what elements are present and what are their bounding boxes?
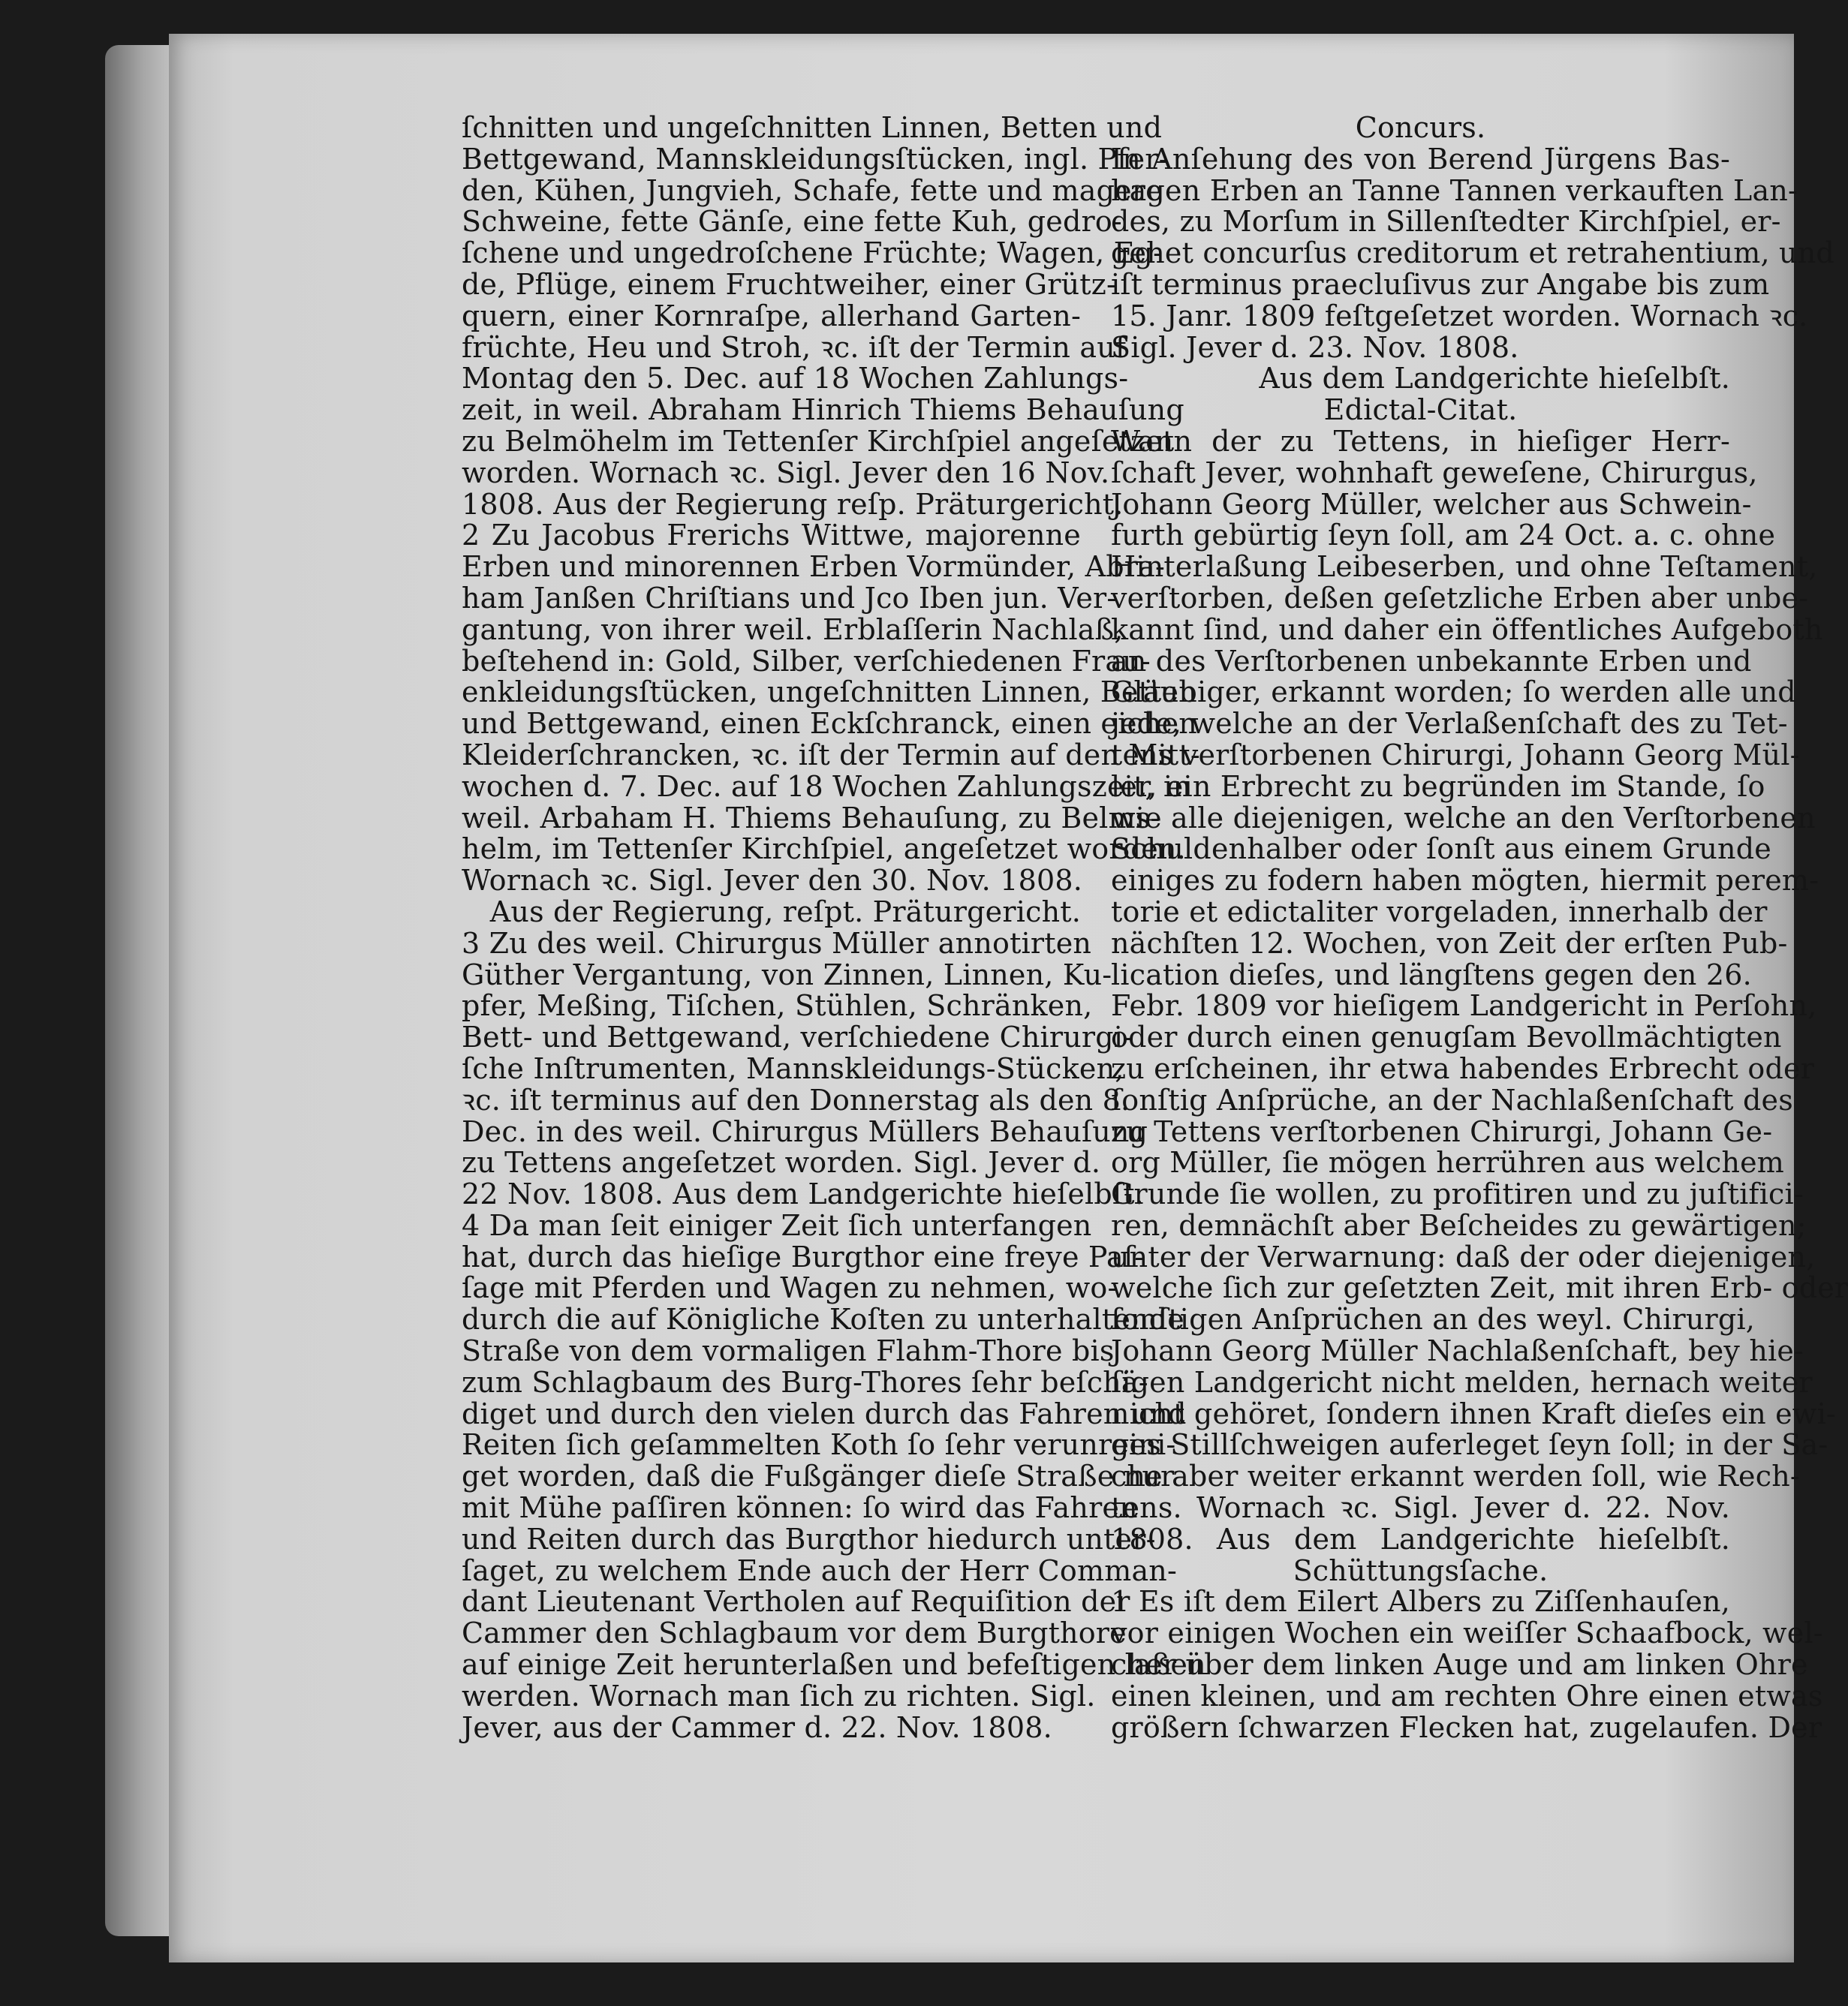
- text-line: an des Verſtorbenen unbekannte Erben und: [1111, 644, 1752, 678]
- text-line: welche ſich zur geſetzten Zeit, mit ihren Erb- oder: [1111, 1271, 1848, 1305]
- text-line: org Müller, ſie mögen herrühren aus welchem: [1111, 1146, 1785, 1180]
- text-line: Dec. in des weil. Chirurgus Müllers Behauſung: [462, 1114, 1148, 1148]
- text-line: Cammer den Schlagbaum vor dem Burgthore: [462, 1617, 1127, 1650]
- text-line: ges Stillſchweigen auferleget ſeyn ſoll; in der Sa-: [1111, 1428, 1828, 1462]
- text-line: Schüttungsſache.: [1293, 1553, 1549, 1587]
- text-line: Straße von dem vormaligen Flahm-Thore bis: [462, 1334, 1115, 1368]
- text-line: 4 Da man ſeit einiger Zeit ſich unterfangen: [462, 1208, 1092, 1242]
- text-line: beſtehend in: Gold, Silber, verſchiedenen Frau-: [462, 644, 1151, 678]
- text-line: che aber weiter erkannt werden ſoll, wie Rech-: [1111, 1460, 1800, 1493]
- text-line: nicht gehöret, ſondern ihnen Kraft dieſes ein ewi-: [1111, 1397, 1836, 1430]
- text-line: und Reiten durch das Burgthor hiedurch unter-: [462, 1522, 1156, 1556]
- text-line: einiges zu fodern haben mögten, hiermit perem-: [1111, 864, 1819, 898]
- text-line: Wornach ꝛc. Sigl. Jever den 30. Nov. 1808.: [462, 864, 1082, 898]
- text-line: Bett- und Bettgewand, verſchiedene Chirurgi-: [462, 1021, 1133, 1054]
- text-line: ſonſtigen Anſprüchen an des weyl. Chirurgi,: [1111, 1303, 1756, 1337]
- text-line: ſchnitten und ungeſchnitten Linnen, Betten und: [462, 111, 1163, 144]
- text-line: 1 Es iſt dem Eilert Albers zu Ziſſenhauſen,: [1111, 1585, 1730, 1619]
- text-line: ſche Inſtrumenten, Mannskleidungs-Stücken,: [462, 1051, 1124, 1085]
- text-line: Aus der Regierung, reſpt. Präturgericht.: [489, 895, 1081, 928]
- text-line: wochen d. 7. Dec. auf 18 Wochen Zahlungszeit, in: [462, 769, 1192, 803]
- text-line: mit Mühe paſſiren können: ſo wird das Fahren: [462, 1491, 1138, 1525]
- text-line: durch die auf Königliche Koſten zu unterhaltende: [462, 1303, 1184, 1337]
- text-line: lication dieſes, und längſtens gegen den 26.: [1111, 958, 1752, 991]
- text-line: 3 Zu des weil. Chirurgus Müller annotirten: [462, 926, 1092, 960]
- text-line: diget und durch den vielen durch das Fahren und: [462, 1397, 1187, 1430]
- text-line: gehet concurſus creditorum et retrahentium, und: [1111, 236, 1834, 270]
- text-line: zeit, in weil. Abraham Hinrich Thiems Behauſung: [462, 393, 1184, 427]
- text-line: weil. Arbaham H. Thiems Behauſung, zu Belms-: [462, 801, 1160, 835]
- text-line: des, zu Morſum in Sillenſtedter Kirchſpiel, er-: [1111, 205, 1781, 239]
- text-line: ler, ein Erbrecht zu begründen im Stande, ſo: [1111, 769, 1765, 803]
- text-line: zu Tettens verſtorbenen Chirurgi, Johann Ge-: [1111, 1114, 1773, 1148]
- text-line: iſt terminus praecluſivus zur Angabe bis zum: [1111, 267, 1770, 301]
- text-line: worden. Wornach ꝛc. Sigl. Jever den 16 Nov.: [462, 456, 1110, 489]
- text-line: Kleiderſchrancken, ꝛc. iſt der Termin auf den Mitt-: [462, 738, 1200, 771]
- text-line: de, Pflüge, einem Fruchtweiher, einer Grütz-: [462, 267, 1117, 301]
- text-line: oder durch einen genugſam Bevollmächtigten: [1111, 1021, 1782, 1054]
- text-line: enkleidungsſtücken, ungeſchnitten Linnen, Betten: [462, 675, 1197, 709]
- text-line: Johann Georg Müller Nachlaßenſchaft, bey hie-: [1111, 1334, 1804, 1368]
- text-line: get worden, daß die Fußgänger dieſe Straße nur: [462, 1460, 1175, 1493]
- text-line: Jever, aus der Cammer d. 22. Nov. 1808.: [462, 1710, 1052, 1744]
- text-line: den, Kühen, Jungvieh, Schafe, fette und magere: [462, 173, 1163, 207]
- text-line: dant Lieutenant Vertholen auf Requiſition der: [462, 1585, 1130, 1619]
- text-line: quern, einer Kornraſpe, allerhand Garten-: [462, 299, 1081, 332]
- text-line: Febr. 1809 vor hieſigem Landgericht in Perſohn,: [1111, 989, 1817, 1023]
- text-line: 1808. Aus der Regierung reſp. Präturgericht.: [462, 487, 1124, 521]
- text-line: In Anſehung des von Berend Jürgens Bas-: [1111, 142, 1730, 176]
- text-line: zu erſcheinen, ihr etwa habendes Erbrecht oder: [1111, 1051, 1815, 1085]
- text-line: ſchene und ungedroſchene Früchte; Wagen, Eg-: [462, 236, 1163, 270]
- text-line: verſtorben, deßen geſetzliche Erben aber unbe-: [1111, 581, 1809, 615]
- text-line: früchte, Heu und Stroh, ꝛc. iſt der Termin auf: [462, 330, 1127, 364]
- text-line: Erben und minorennen Erben Vormünder, Abra-: [462, 550, 1166, 584]
- text-line: tens verſtorbenen Chirurgi, Johann Georg Mül-: [1111, 738, 1800, 771]
- text-line: werden. Wornach man ſich zu richten. Sigl.: [462, 1679, 1096, 1713]
- text-line: gantung, von ihrer weil. Erblaſſerin Nachlaß,: [462, 612, 1124, 646]
- text-line: kannt ſind, und daher ein öffentliches Aufgeboth: [1111, 612, 1823, 646]
- text-line: wie alle diejenigen, welche an den Verſtorbenen: [1111, 801, 1816, 835]
- text-line: größern ſchwarzen Flecken hat, zugelaufen. Der: [1111, 1710, 1822, 1744]
- text-line: und Bettgewand, einen Eckſchranck, einen eichen: [462, 707, 1197, 741]
- text-line: zu Tettens angeſetzet worden. Sigl. Jever d.: [462, 1146, 1101, 1180]
- text-line: ham Janßen Chriſtians und Jco Iben jun. Ver-: [462, 581, 1117, 615]
- text-line: ꝛc. iſt terminus auf den Donnerstag als den 8.: [462, 1083, 1130, 1117]
- text-line: 15. Janr. 1809 feſtgeſetzet worden. Wornach ꝛc.: [1111, 299, 1808, 332]
- text-line: Aus dem Landgerichte hieſelbſt.: [1259, 362, 1730, 395]
- text-line: Wann der zu Tettens, in hieſiger Herr-: [1111, 424, 1730, 458]
- text-line: zu Belmöhelm im Tettenſer Kirchſpiel angeſetzet: [462, 424, 1175, 458]
- text-line: pfer, Meßing, Tiſchen, Stühlen, Schränken,: [462, 989, 1093, 1023]
- text-line: ſonſtig Anſprüche, an der Nachlaßenſchaft des: [1111, 1083, 1793, 1117]
- text-line: 1808. Aus dem Landgerichte hieſelbſt.: [1111, 1522, 1730, 1556]
- text-line: auf einige Zeit herunterlaßen und befeſtigen laßen: [462, 1648, 1206, 1682]
- text-line: Schweine, fette Gänſe, eine fette Kuh, gedro-: [462, 205, 1122, 239]
- text-line: helm, im Tettenſer Kirchſpiel, angeſetzet worden.: [462, 832, 1186, 866]
- right-text-column: [1111, 111, 1848, 1744]
- text-line: Bettgewand, Mannskleidungsſtücken, ingl. Pfer-: [462, 142, 1169, 176]
- text-line: nächſten 12. Wochen, von Zeit der erſten Pub-: [1111, 926, 1788, 960]
- text-line: vor einigen Wochen ein weiſſer Schaafbock, wel-: [1111, 1617, 1823, 1650]
- text-line: torie et edictaliter vorgeladen, innerhalb der: [1111, 895, 1768, 928]
- text-line: Concurs.: [1355, 111, 1486, 144]
- text-line: Johann Georg Müller, welcher aus Schwein-: [1111, 487, 1752, 521]
- text-line: Edictal-Citat.: [1323, 393, 1518, 427]
- text-line: tens. Wornach ꝛc. Sigl. Jever d. 22. Nov.: [1111, 1491, 1730, 1525]
- text-line: zum Schlagbaum des Burg-Thores ſehr beſchä-: [462, 1365, 1148, 1399]
- text-line: cher über dem linken Auge und am linken Ohre: [1111, 1648, 1808, 1682]
- text-line: hat, durch das hieſige Burgthor eine freye Paſ-: [462, 1240, 1145, 1274]
- text-line: jede, welche an der Verlaßenſchaft des zu Tet-: [1111, 707, 1788, 741]
- text-line: Gläubiger, erkannt worden; ſo werden alle und: [1111, 675, 1796, 709]
- text-line: ſaget, zu welchem Ende auch der Herr Comman-: [462, 1553, 1178, 1587]
- text-line: unter der Verwarnung: daß der oder diejenigen,: [1111, 1240, 1816, 1274]
- text-line: 22 Nov. 1808. Aus dem Landgerichte hieſelbſt.: [462, 1177, 1144, 1211]
- left-text-column: [462, 111, 1206, 1744]
- text-line: furth gebürtig ſeyn ſoll, am 24 Oct. a. c. ohne: [1111, 519, 1776, 552]
- text-line: Güther Vergantung, von Zinnen, Linnen, Ku-: [462, 958, 1112, 991]
- text-line: ſchaft Jever, wohnhaft geweſene, Chirurgus,: [1111, 456, 1758, 489]
- text-line: 2 Zu Jacobus Frerichs Wittwe, majorenne: [462, 519, 1081, 552]
- text-line: Montag den 5. Dec. auf 18 Wochen Zahlungs-: [462, 362, 1129, 395]
- text-line: ren, demnächſt aber Beſcheides zu gewärtigen;: [1111, 1208, 1807, 1242]
- text-line: Hinterlaßung Leibeserben, und ohne Teſtament,: [1111, 550, 1818, 584]
- text-line: Sigl. Jever d. 23. Nov. 1808.: [1111, 330, 1519, 364]
- text-line: ſage mit Pferden und Wagen zu nehmen, wo-: [462, 1271, 1118, 1305]
- text-line: ſigen Landgericht nicht melden, hernach weiter: [1111, 1365, 1813, 1399]
- text-line: Reiten ſich geſammelten Koth ſo ſehr verunreini-: [462, 1428, 1176, 1462]
- text-line: einen kleinen, und am rechten Ohre einen etwas: [1111, 1679, 1823, 1713]
- text-line: Schuldenhalber oder ſonſt aus einem Grunde: [1111, 832, 1771, 866]
- text-line: hagen Erben an Tanne Tannen verkauften Lan-: [1111, 173, 1798, 207]
- text-line: Grunde ſie wollen, zu profitiren und zu juſtifici-: [1111, 1177, 1804, 1211]
